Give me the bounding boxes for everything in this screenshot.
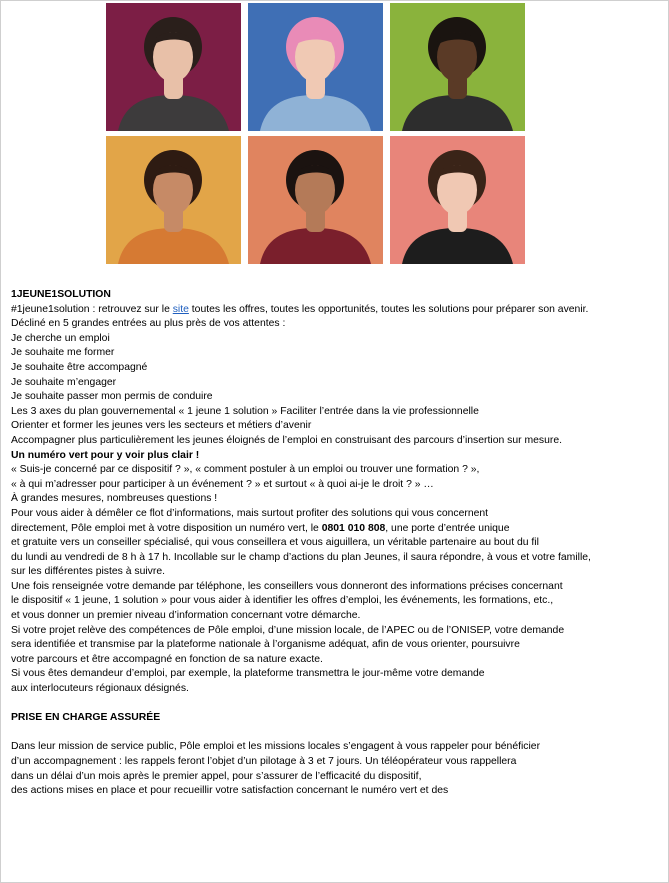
text-line: Accompagner plus particulièrement les jeunes éloignés de l’emploi en construisant des parcours d’insertion sur mesure. — [11, 434, 562, 446]
heading-numero-vert: Un numéro vert pour y voir plus clair ! — [11, 449, 200, 461]
text-line: Je souhaite passer mon permis de conduire — [11, 391, 213, 403]
phone-number: 0801 010 808 — [321, 522, 386, 534]
intro-line — [11, 303, 663, 318]
blank-line — [11, 697, 663, 712]
text-line: « Suis-je concerné par ce dispositif ? », « comment postuler à un emploi ou trouver une formation ? », — [11, 464, 480, 476]
text-line: Dans leur mission de service public, Pôle emploi et les missions locales s’engagent à vous rappeler pour bénéficier — [11, 741, 541, 753]
photo-grid — [106, 3, 525, 264]
text-line: d’un accompagnement : les rappels feront l’objet d’un pilotage à 3 et 7 jours. Un téléopérateur vous rappellera — [11, 756, 517, 767]
text-line: Je souhaite m’engager — [11, 376, 117, 388]
lines-a — [11, 317, 663, 448]
text-line: Je souhaite être accompagné — [11, 361, 148, 373]
text-line: du lundi au vendredi de 8 h à 17 h. Incollable sur le champ d’actions du plan Jeunes, il saura répondre, à vous et votre famille, — [11, 551, 591, 563]
portrait-2 — [248, 3, 383, 131]
text-line: Si vous êtes demandeur d’emploi, par exemple, la plateforme transmettra le jour-même votre demande — [11, 668, 485, 680]
text-line: Je souhaite me former — [11, 347, 115, 359]
portrait-4 — [106, 136, 241, 264]
text-line: sur les différentes pistes à suivre. — [11, 566, 166, 578]
text-line: « à qui m’adresser pour participer à un événement ? » et surtout « à quoi ai-je le droit ? » … — [11, 478, 434, 490]
lines-c — [11, 536, 663, 697]
numero-before: directement, Pôle emploi met à votre disposition un numéro vert, le — [11, 522, 322, 534]
portrait-1 — [106, 3, 241, 131]
text-line: votre parcours et être accompagné en fonction de sa nature exacte. — [11, 653, 323, 665]
text-line: Décliné en 5 grandes entrées au plus près de vos attentes : — [11, 318, 286, 330]
text-line: le dispositif « 1 jeune, 1 solution » pour vous aider à identifier les offres d’emploi, les événements, les formations, etc., — [11, 595, 554, 607]
text-line: sera identifiée et transmise par la plateforme nationale à l’organisme adéquat, afin de vous orienter, poursuivre — [11, 639, 520, 651]
intro-after-link: toutes les offres, toutes les opportunités, toutes les solutions pour préparer son avenir. — [188, 303, 589, 315]
portrait-6 — [390, 136, 525, 264]
text-line: Je cherche un emploi — [11, 332, 110, 344]
blank-line — [11, 726, 663, 741]
lines-d — [11, 740, 663, 798]
text-line: et vous donner un premier niveau d’information concernant votre démarche. — [11, 610, 361, 622]
text-line: des actions mises en place et pour recueillir votre satisfaction concernant le numéro vert et des — [11, 785, 449, 797]
intro-before-link: #1jeune1solution : retrouvez sur le — [11, 303, 173, 315]
text-line: Orienter et former les jeunes vers les secteurs et métiers d’avenir — [11, 420, 312, 432]
text-line: dans un délai d’un mois après le premier appel, pour s’assurer de l’efficacité du dispositif, — [11, 770, 422, 782]
numero-line — [11, 522, 663, 537]
text-line: Une fois renseignée votre demande par téléphone, les conseillers vous donneront des informations précises concernant — [11, 580, 563, 592]
heading-prise-en-charge: PRISE EN CHARGE ASSURÉE — [11, 712, 161, 724]
doc-title: 1JEUNE1SOLUTION — [11, 289, 111, 300]
text-line: À grandes mesures, nombreuses questions ! — [11, 493, 218, 505]
text-line: aux interlocuteurs régionaux désignés. — [11, 683, 189, 695]
numero-after: , une porte d’entrée unique — [385, 522, 510, 534]
document-body — [11, 288, 663, 799]
text-line: Si votre projet relève des compétences de Pôle emploi, d’une mission locale, de l’APEC ou de l’ONISEP, votre demande — [11, 624, 565, 636]
site-link[interactable]: site — [172, 303, 189, 315]
portrait-5 — [248, 136, 383, 264]
portrait-3 — [390, 3, 525, 131]
text-line: Les 3 axes du plan gouvernemental « 1 jeune 1 solution » Faciliter l’entrée dans la vie professionnelle — [11, 405, 479, 417]
lines-b — [11, 463, 663, 521]
text-line: et gratuite vers un conseiller spécialisé, qui vous conseillera et vous aiguillera, un véritable partenaire au bout du fil — [11, 537, 539, 549]
text-line: Pour vous aider à démêler ce flot d’informations, mais surtout profiter des solutions qui vous concernent — [11, 507, 489, 519]
